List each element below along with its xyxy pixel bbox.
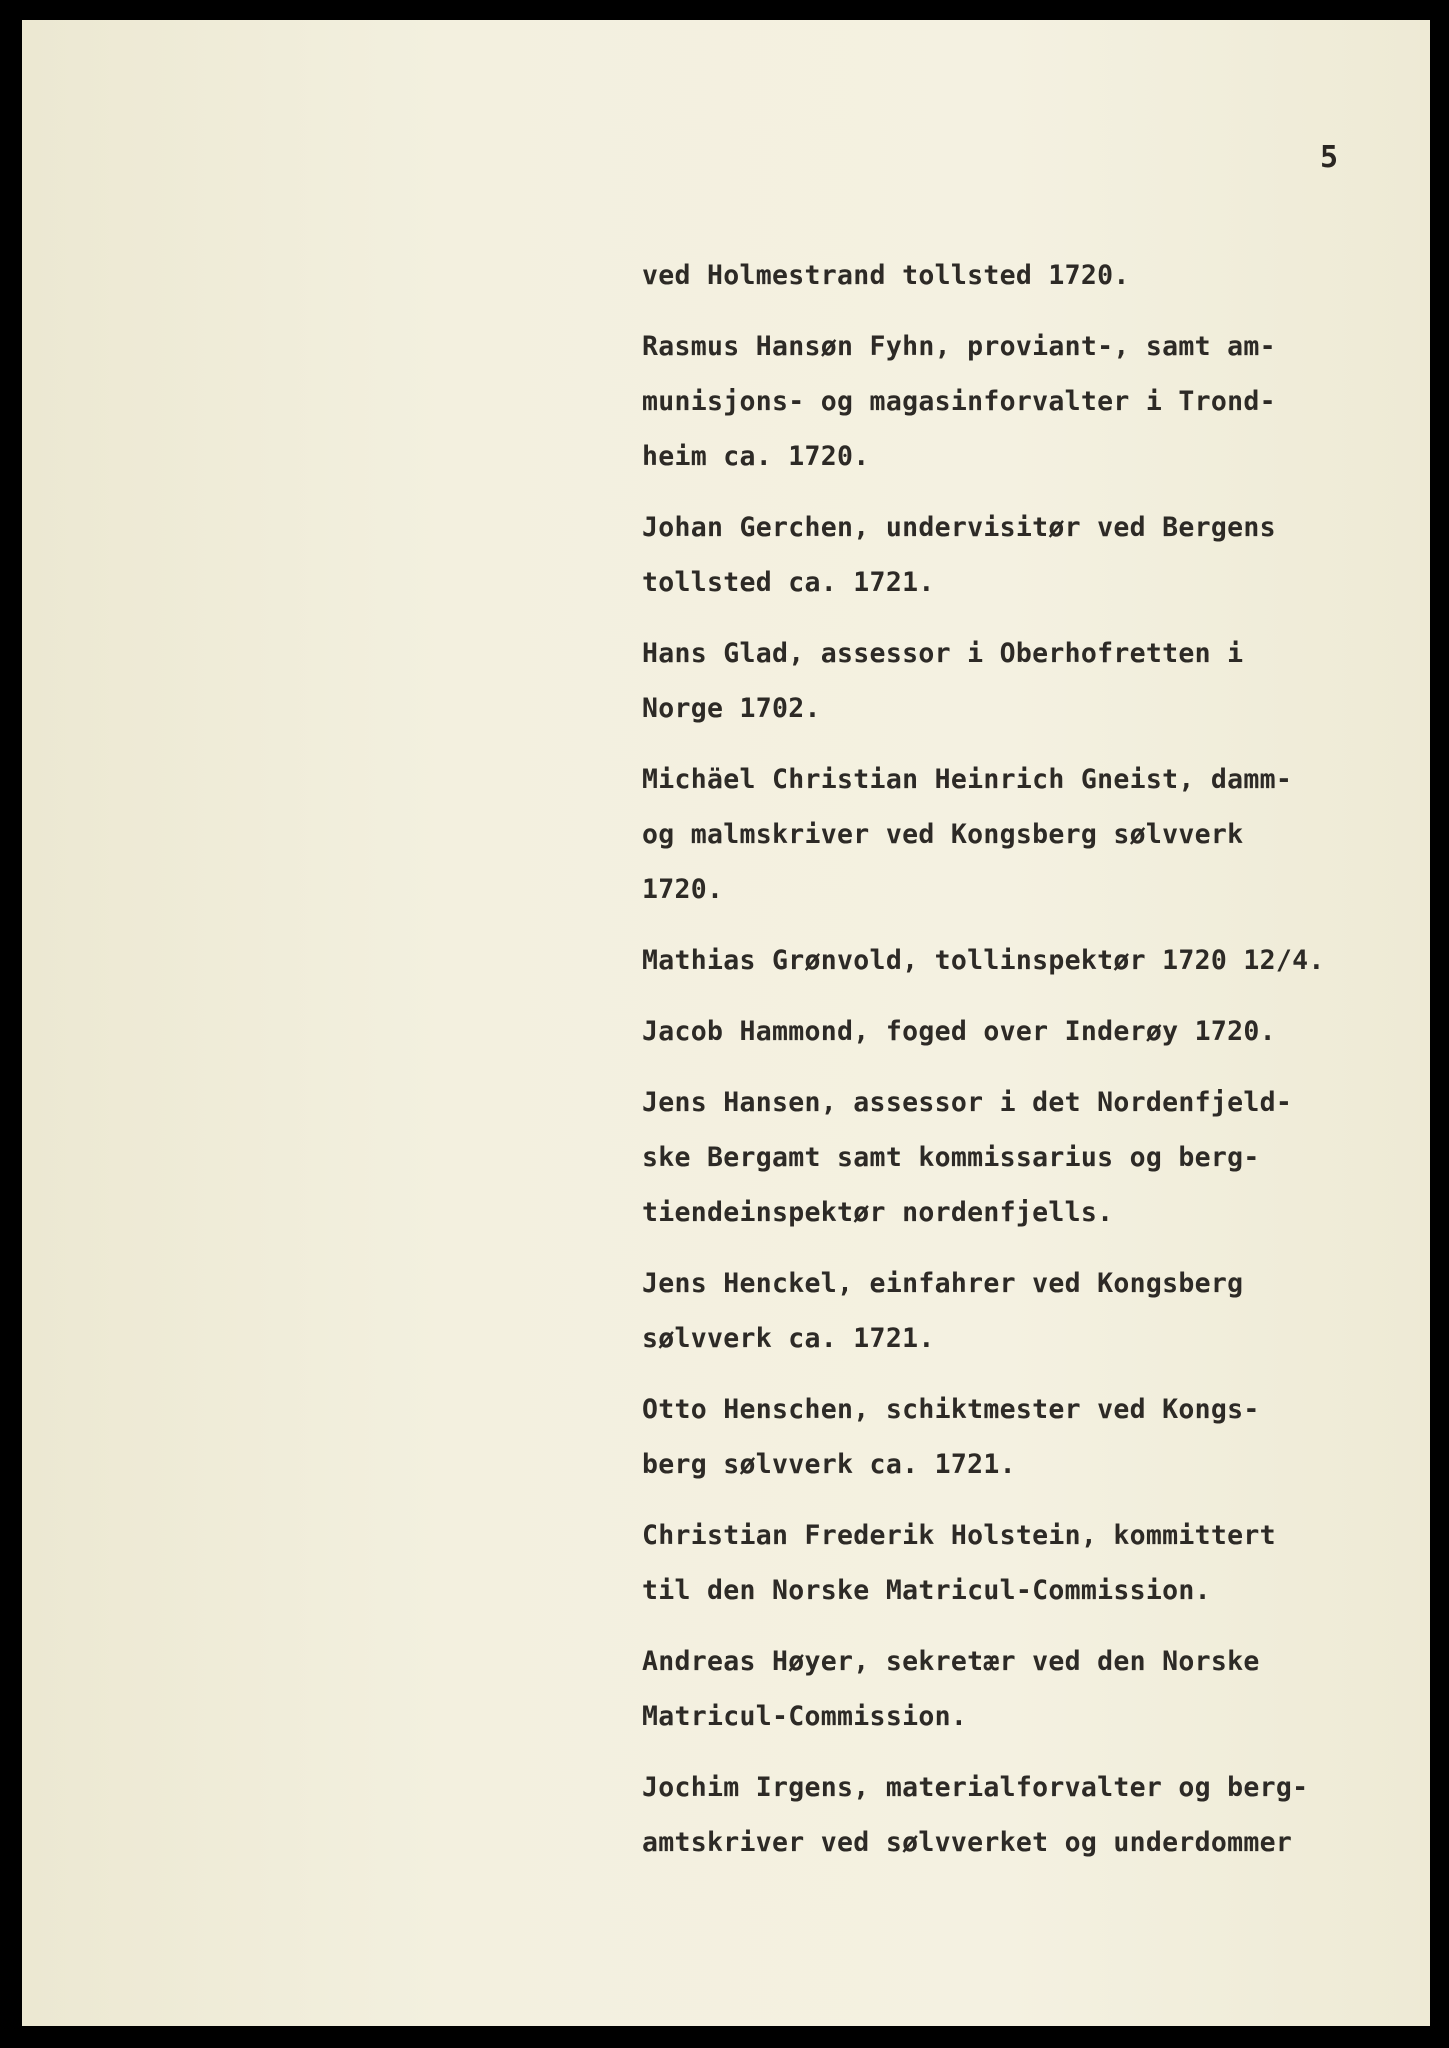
entry-line: Norge 1702. bbox=[642, 693, 821, 724]
entry bbox=[642, 1760, 1402, 1870]
entry-line: Jochim Irgens, materialforvalter og berg- bbox=[642, 1772, 1309, 1803]
entry-list bbox=[642, 248, 1402, 1886]
entry-line: Rasmus Hansøn Fyhn, proviant-, samt am- bbox=[642, 331, 1276, 362]
entry-line: ved Holmestrand tollsted 1720. bbox=[642, 260, 1130, 291]
entry-line: Hans Glad, assessor i Oberhofretten i bbox=[642, 638, 1244, 669]
entry bbox=[642, 1004, 1402, 1059]
entry bbox=[642, 1256, 1402, 1366]
entry-line: Mathias Grønvold, tollinspektør 1720 12/4. bbox=[642, 945, 1325, 976]
entry-line: heim ca. 1720. bbox=[642, 441, 870, 472]
document-page bbox=[22, 20, 1430, 2026]
entry-line: amtskriver ved sølvverket og underdommer bbox=[642, 1827, 1293, 1858]
entry-line: Otto Henschen, schiktmester ved Kongs- bbox=[642, 1394, 1260, 1425]
entry-line: Andreas Høyer, sekretær ved den Norske bbox=[642, 1646, 1260, 1677]
entry-line: Jens Hansen, assessor i det Nordenfjeld- bbox=[642, 1087, 1293, 1118]
entry-line: og malmskriver ved Kongsberg sølvverk bbox=[642, 819, 1244, 850]
entry bbox=[642, 500, 1402, 610]
entry bbox=[642, 1382, 1402, 1492]
entry-line: 1720. bbox=[642, 874, 724, 905]
entry bbox=[642, 1075, 1402, 1240]
entry-line: Michäel Christian Heinrich Gneist, damm- bbox=[642, 764, 1293, 795]
entry-line: Matricul-Commission. bbox=[642, 1701, 968, 1732]
entry-line: Christian Frederik Holstein, kommittert bbox=[642, 1520, 1276, 1551]
entry-line: munisjons- og magasinforvalter i Trond- bbox=[642, 386, 1276, 417]
entry bbox=[642, 933, 1402, 988]
entry-line: Jacob Hammond, foged over Inderøy 1720. bbox=[642, 1016, 1276, 1047]
entry bbox=[642, 248, 1402, 303]
page-number: 5 bbox=[1320, 140, 1339, 175]
entry-line: berg sølvverk ca. 1721. bbox=[642, 1449, 1016, 1480]
entry bbox=[642, 1634, 1402, 1744]
entry bbox=[642, 319, 1402, 484]
entry bbox=[642, 626, 1402, 736]
entry bbox=[642, 1508, 1402, 1618]
entry-line: Johan Gerchen, undervisitør ved Bergens bbox=[642, 512, 1276, 543]
entry bbox=[642, 752, 1402, 917]
entry-line: Jens Henckel, einfahrer ved Kongsberg bbox=[642, 1268, 1244, 1299]
entry-line: tiendeinspektør nordenfjells. bbox=[642, 1197, 1114, 1228]
entry-line: sølvverk ca. 1721. bbox=[642, 1323, 935, 1354]
entry-line: tollsted ca. 1721. bbox=[642, 567, 935, 598]
entry-line: ske Bergamt samt kommissarius og berg- bbox=[642, 1142, 1260, 1173]
entry-line: til den Norske Matricul-Commission. bbox=[642, 1575, 1211, 1606]
